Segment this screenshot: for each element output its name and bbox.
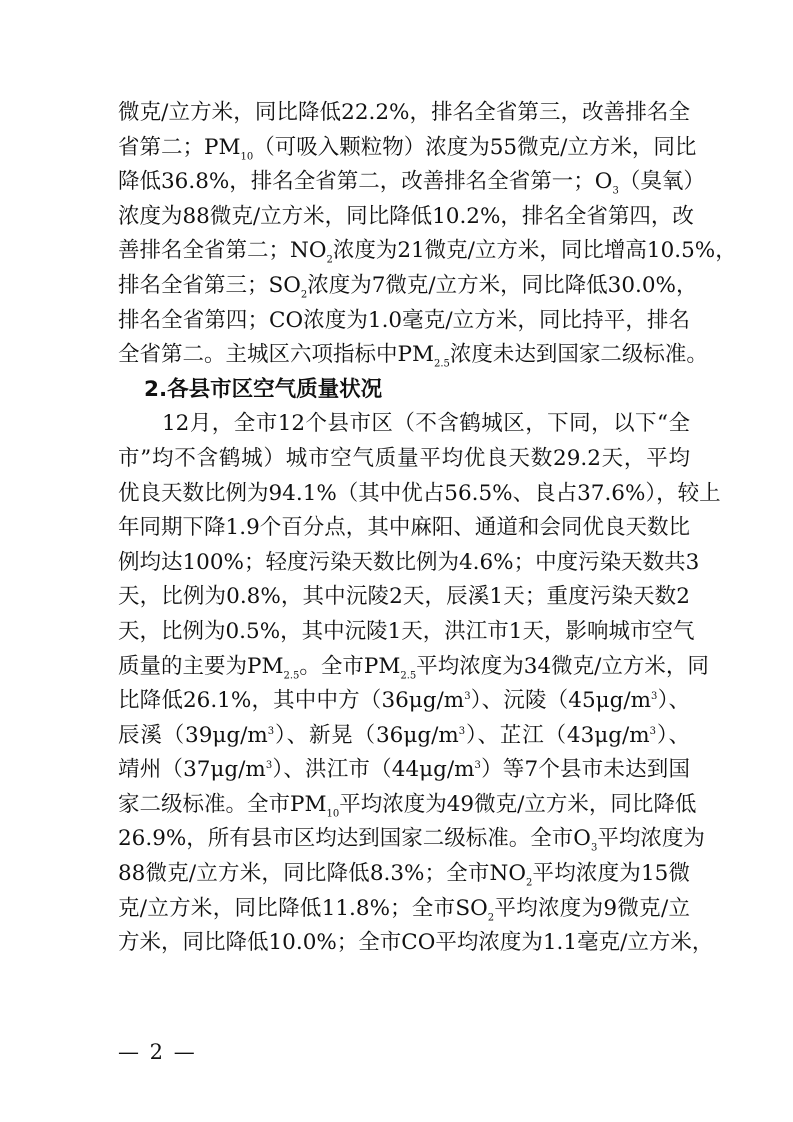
superscript: 3	[265, 760, 273, 772]
subscript: 2	[326, 254, 333, 266]
superscript: 3	[474, 760, 481, 772]
text-line	[118, 165, 705, 200]
text-line	[118, 407, 690, 442]
text-segment: 浓度为21微克/立方米，同比增高10.5%，	[332, 238, 737, 264]
text-segment: ）、新晃（36μg/m	[274, 722, 459, 748]
subscript: 10	[240, 150, 254, 162]
text-segment: 降低36.8%，排名全省第二，改善排名全省第一；O	[118, 169, 613, 195]
text-segment: 平均浓度为49微克/立方米，同比降低	[339, 791, 697, 817]
section-heading: 2.各县市区空气质量状况	[144, 376, 383, 402]
text-segment: ）、	[657, 688, 690, 714]
text-line	[118, 477, 721, 512]
superscript: 3	[458, 725, 466, 737]
text-line	[118, 684, 690, 719]
text-segment: 88微克/立方米，同比降低8.3%；全市NO	[118, 861, 526, 887]
subscript: 2	[300, 289, 308, 301]
text-line	[118, 650, 709, 685]
body-text	[118, 96, 737, 961]
subscript: 10	[326, 808, 340, 820]
text-segment: 省第二；PM	[118, 134, 241, 160]
text-segment: 排名全省第三；SO	[118, 272, 301, 298]
subscript: 2	[487, 911, 495, 923]
text-segment: 浓度未达到国家二级标准。	[449, 342, 708, 368]
subscript: 3	[612, 185, 619, 197]
text-line	[118, 753, 690, 788]
text-line	[118, 442, 690, 477]
text-segment: 浓度为88微克/立方米，同比降低10.2%，排名全省第四，改	[118, 203, 694, 229]
text-line	[118, 234, 737, 269]
text-line	[118, 788, 697, 823]
text-segment: 优良天数比例为94.1%（其中优占56.5%、良占37.6%），较上	[118, 480, 721, 506]
text-line	[118, 615, 695, 650]
text-segment: 26.9%，所有县市区均达到国家二级标准。全市O	[118, 826, 591, 852]
text-segment: 比降低26.1%，其中中方（36μg/m	[118, 688, 465, 714]
text-segment: 全省第二。主城区六项指标中PM	[118, 342, 434, 368]
text-segment: （臭氧）	[618, 169, 705, 195]
text-line	[118, 511, 690, 546]
text-segment: 辰溪（39μg/m	[118, 722, 268, 748]
text-segment: 。全市PM	[299, 653, 401, 679]
superscript: 3	[651, 690, 658, 702]
text-line	[118, 857, 690, 892]
text-line	[118, 200, 694, 235]
subscript: 3	[590, 842, 598, 854]
subscript: 2	[525, 877, 533, 889]
text-line	[118, 580, 690, 615]
text-line	[118, 338, 708, 373]
text-segment: 方米，同比降低10.0%；全市CO平均浓度为1.1毫克/立方米，	[118, 930, 714, 956]
text-segment: 12月，全市12个县市区（不含鹤城区，下同，以下“全	[162, 411, 690, 437]
text-segment: 质量的主要为PM	[118, 653, 284, 679]
text-segment: ）、	[656, 722, 690, 748]
text-segment: 排名全省第四；CO浓度为1.0毫克/立方米，同比持平，排名	[118, 307, 690, 333]
text-segment: （可吸入颗粒物）浓度为55微克/立方米，同比	[253, 134, 697, 160]
superscript: 3	[464, 690, 471, 702]
text-segment: 浓度为7微克/立方米，同比降低30.0%，	[307, 272, 698, 298]
subscript: 2.5	[433, 358, 450, 370]
text-segment: ）等7个县市未达到国	[480, 757, 690, 783]
superscript: 3	[267, 725, 275, 737]
subscript: 2.5	[283, 669, 300, 681]
text-segment: 天，比例为0.5%，其中沅陵1天，洪江市1天，影响城市空气	[118, 618, 695, 644]
text-segment: 平均浓度为	[597, 826, 705, 852]
text-segment: 例均达100%；轻度污染天数比例为4.6%；中度污染天数共3	[118, 549, 700, 575]
text-segment: 平均浓度为34微克/立方米，同	[416, 653, 709, 679]
text-line	[118, 926, 714, 961]
subscript: 2.5	[400, 669, 417, 681]
superscript: 3	[649, 725, 657, 737]
text-segment: ）、沅陵（45μg/m	[470, 688, 652, 714]
text-line	[118, 719, 690, 754]
text-segment: 平均浓度为9微克/立	[494, 895, 690, 921]
text-line	[118, 546, 700, 581]
text-segment: 平均浓度为15微	[532, 861, 691, 887]
text-line	[118, 269, 698, 304]
text-segment: 克/立方米，同比降低11.8%；全市SO	[118, 895, 488, 921]
text-line	[118, 304, 690, 339]
page-number: — 2 —	[118, 1040, 197, 1064]
text-segment: 天，比例为0.8%，其中沅陵2天，辰溪1天；重度污染天数2	[118, 584, 690, 610]
text-segment: 善排名全省第二；NO	[118, 238, 327, 264]
text-segment: 微克/立方米，同比降低22.2%，排名全省第三，改善排名全	[118, 100, 690, 125]
text-segment: 家二级标准。全市PM	[118, 791, 327, 817]
text-segment: ）、洪江市（44μg/m	[272, 757, 475, 783]
text-line	[118, 822, 705, 857]
text-segment: ）、芷江（43μg/m	[465, 722, 650, 748]
text-line	[118, 96, 690, 131]
text-segment: 靖州（37μg/m	[118, 757, 266, 783]
text-segment: 年同期下降1.9个百分点，其中麻阳、通道和会同优良天数比	[118, 515, 690, 541]
text-line	[118, 892, 690, 927]
text-segment: 市”均不含鹤城）城市空气质量平均优良天数29.2天，平均	[118, 445, 690, 471]
text-line	[118, 131, 697, 166]
